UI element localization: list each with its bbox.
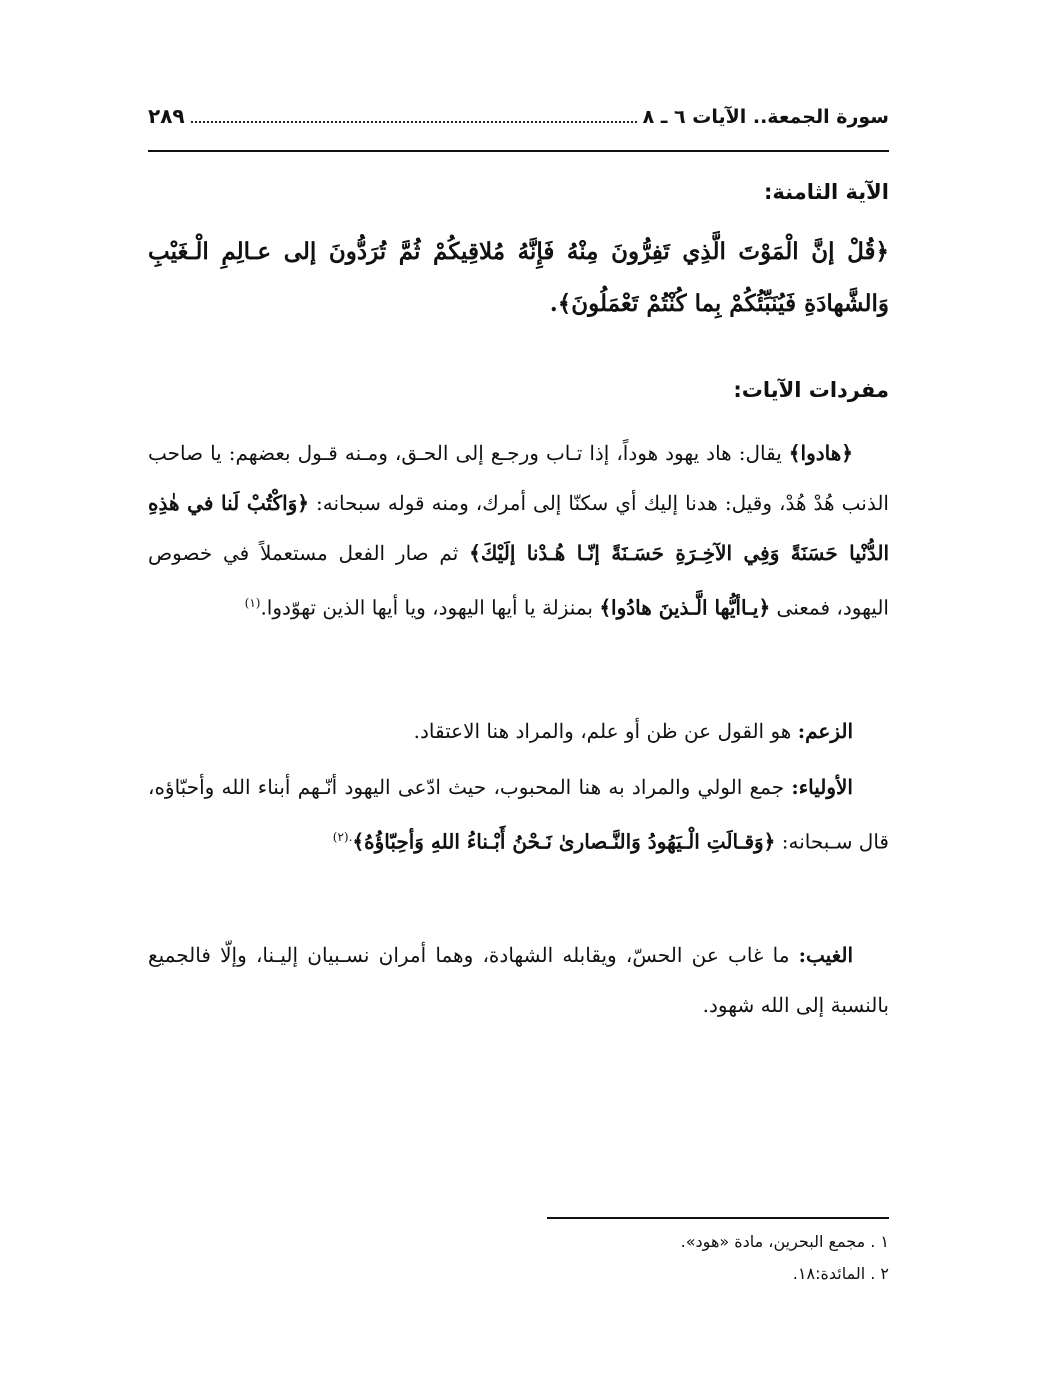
footnote-rule	[547, 1217, 889, 1219]
verse-heading: الآية الثامنة:	[763, 180, 889, 204]
footnote-ref-2[interactable]: .(٢)	[332, 830, 353, 844]
ghayb-text: ما غاب عن الحسّ، ويقابله الشهادة، وهما أمران نسـبيان إليـنا، وإلّا فالجميع بالنسبة إلى الله شهود.	[148, 943, 889, 1017]
term-ghayb: الغيب:	[798, 943, 853, 967]
vocab-entry-hadu	[148, 428, 889, 633]
hadu-text-3: بمنزلة يا أيها اليهود، ويا أيها الذين تهوّدوا.	[260, 595, 600, 620]
vocab-entry-awliya	[148, 762, 889, 867]
surah-title: سورة الجمعة.. الآيات ٦ ـ ٨	[642, 106, 889, 128]
page-number: ٢٨٩	[148, 104, 185, 128]
quran-verse: ﴿قُلْ إنَّ الْمَوْتَ الَّذِي تَفِرُّونَ مِنْهُ فَإِنَّهُ مُلاقِيكُمْ ثُمَّ تُرَدُّونَ إلى عـالِمِ الْـغَيْبِ وَالشَّهادَةِ فَيُنَبِّئُكُمْ بِما كُنْتُمْ تَعْمَلُونَ﴾.	[148, 238, 889, 317]
running-header	[148, 104, 889, 138]
awliya-text: جمع الولي والمراد به هنا المحبوب، حيث ادّعى اليهود أنّـهم أبناء الله وأحبّاؤه، قال سـبحانه:	[148, 775, 889, 854]
footnote-ref-1[interactable]: (١)	[244, 596, 261, 610]
hadu-text-1: يقال: هاد يهود هوداً، إذا تـاب ورجـع إلى الحـق، ومـنه قـول بعضهم: يا صاحب الذنب هُدْ هُدْ، وقيل: هدنا إليك أي سكنّا إلى أمرك، ومنه قوله سبحانه:	[148, 441, 889, 515]
term-hadu: ﴿هادوا﴾	[788, 441, 853, 465]
hadu-quote-2: ﴿يـاأيُّها الَّـذينَ هادُوا﴾	[599, 595, 771, 620]
footnote-1: ١ . مجمع البحرين، مادة «هود».	[680, 1232, 889, 1251]
hadu-quote-1: ﴿وَاكْتُبْ لَنا في هٰذِهِ الدُّنْيا حَسَنَةً وَفِي الآخِـرَةِ حَسَـنَةً إنّـا هُـدْنا إلَيْكَ﴾	[148, 491, 889, 565]
footnote-2: ٢ . المائدة:١٨.	[792, 1264, 889, 1283]
vocab-heading: مفردات الآيات:	[733, 378, 889, 402]
footnotes	[389, 1226, 889, 1290]
header-dot-leader	[191, 105, 637, 123]
term-zaam: الزعم:	[797, 719, 853, 743]
awliya-quote: ﴿وَقـالَتِ الْـيَهُودُ وَالنَّـصارىٰ نَـحْنُ أَبْـناءُ اللهِ وَأحِبّاؤُهُ﴾	[352, 829, 776, 854]
vocab-entry-ghayb	[148, 930, 889, 1030]
term-awliya: الأولياء:	[791, 775, 853, 799]
zaam-text: هو القول عن ظن أو علم، والمراد هنا الاعتقاد.	[413, 719, 798, 743]
header-rule	[148, 150, 889, 152]
hadu-text-2: ثم صار الفعل مستعملاً في خصوص اليهود، فمعنى	[148, 541, 889, 620]
vocab-entry-zaam	[148, 706, 889, 756]
